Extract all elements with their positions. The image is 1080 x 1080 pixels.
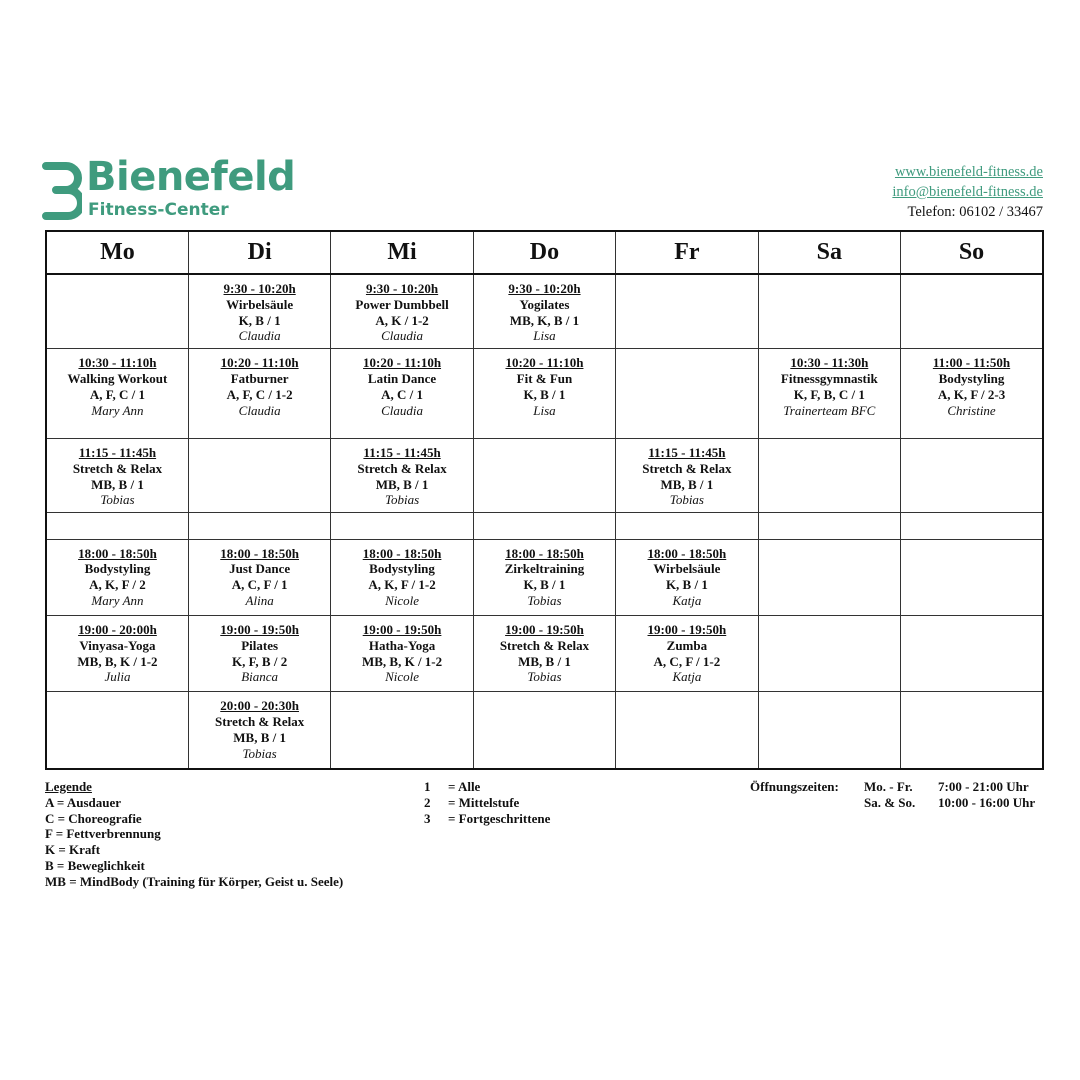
class-name: Wirbelsäule — [226, 296, 294, 312]
schedule-cell — [901, 616, 1043, 692]
class-name: Stretch & Relax — [499, 637, 590, 653]
schedule-cell — [46, 349, 188, 439]
class-trainer: Nicole — [385, 592, 420, 608]
level-number: 1 — [424, 779, 431, 794]
schedule-cell — [331, 349, 473, 439]
class-trainer: Claudia — [238, 328, 281, 344]
schedule-cell — [473, 438, 615, 512]
class-name: Bodystyling — [938, 371, 1005, 387]
schedule-cell — [46, 513, 188, 539]
brand-logo — [42, 154, 302, 224]
class-time: 10:20 - 11:10h — [363, 355, 442, 371]
schedule-cell — [188, 539, 330, 615]
schedule-cell — [46, 692, 188, 769]
day-header: Mi — [331, 231, 473, 274]
class-time: 11:15 - 11:45h — [78, 444, 157, 460]
class-time: 10:20 - 11:10h — [505, 355, 584, 371]
class-time: 18:00 - 18:50h — [78, 545, 157, 561]
schedule-cell — [473, 349, 615, 439]
class-entry — [189, 349, 330, 418]
schedule-row — [46, 692, 1043, 769]
class-time: 20:00 - 20:30h — [220, 698, 299, 714]
schedule-cell — [331, 616, 473, 692]
day-header-row — [46, 231, 1043, 274]
class-trainer: Tobias — [669, 492, 704, 508]
class-trainer: Claudia — [238, 402, 281, 418]
class-entry — [47, 439, 188, 508]
class-name: Latin Dance — [367, 371, 437, 387]
class-name: Zirkeltraining — [504, 561, 585, 577]
schedule-cell — [331, 539, 473, 615]
opening-hours-label: Öffnungszeiten: — [750, 779, 839, 794]
schedule-cell — [473, 274, 615, 349]
day-header: Fr — [616, 231, 758, 274]
class-trainer: Mary Ann — [91, 592, 144, 608]
class-code: K, F, B, C / 1 — [793, 387, 865, 403]
class-name: Yogilates — [519, 296, 570, 312]
class-name: Bodystyling — [369, 561, 435, 577]
class-name: Pilates — [241, 637, 279, 653]
class-code: MB, B, K / 1-2 — [77, 653, 158, 669]
class-entry — [331, 349, 472, 418]
class-code: MB, B, K / 1-2 — [361, 653, 443, 669]
class-entry — [189, 275, 330, 344]
level-label: = Alle — [448, 779, 481, 794]
schedule-cell — [616, 616, 758, 692]
class-trainer: Christine — [947, 402, 996, 418]
class-trainer: Tobias — [242, 745, 277, 761]
class-code: MB, B / 1 — [91, 476, 144, 492]
schedule-cell — [188, 274, 330, 349]
class-name: Stretch & Relax — [214, 714, 305, 730]
schedule-cell — [616, 274, 758, 349]
class-time: 18:00 - 18:50h — [362, 545, 442, 561]
schedule-cell — [46, 616, 188, 692]
schedule-cell — [901, 513, 1043, 539]
class-name: Fitnessgymnastik — [780, 371, 878, 387]
class-trainer: Julia — [104, 669, 131, 685]
class-entry — [47, 349, 188, 418]
schedule-cell — [188, 616, 330, 692]
class-code: K, B / 1 — [523, 387, 566, 403]
class-name: Bodystyling — [84, 561, 151, 577]
class-name: Wirbelsäule — [653, 561, 721, 577]
schedule-body — [46, 274, 1043, 769]
schedule-cell — [901, 539, 1043, 615]
class-name: Stretch & Relax — [642, 460, 732, 476]
class-entry — [331, 275, 472, 344]
schedule-row — [46, 513, 1043, 539]
day-header: Do — [473, 231, 615, 274]
class-trainer: Claudia — [381, 402, 423, 418]
class-code: MB, B / 1 — [375, 476, 429, 492]
class-name: Hatha-Yoga — [368, 637, 436, 653]
schedule-cell — [758, 349, 900, 439]
schedule-cell — [188, 513, 330, 539]
schedule-cell — [758, 692, 900, 769]
schedule-cell — [473, 692, 615, 769]
class-entry — [616, 540, 757, 609]
class-entry — [474, 616, 615, 685]
email-link[interactable]: info@bienefeld-fitness.de — [892, 184, 1043, 200]
legend-item: F = Fettverbrennung — [45, 826, 161, 842]
schedule-cell — [473, 539, 615, 615]
level-item — [424, 811, 550, 827]
class-trainer: Lisa — [533, 328, 556, 344]
schedule-cell — [758, 539, 900, 615]
class-code: A, C / 1 — [381, 387, 423, 403]
class-code: K, B / 1 — [523, 577, 566, 593]
class-time: 9:30 - 10:20h — [365, 281, 439, 296]
class-entry — [474, 540, 615, 609]
brand-name: Bienefeld — [86, 154, 296, 200]
level-number: 2 — [424, 794, 431, 810]
schedule-row — [46, 539, 1043, 615]
class-entry — [47, 540, 188, 609]
schedule-cell — [46, 438, 188, 512]
schedule-cell — [758, 274, 900, 349]
class-entry — [616, 439, 757, 508]
legend-item: B = Beweglichkeit — [45, 857, 145, 873]
class-time: 11:00 - 11:50h — [932, 355, 1011, 371]
schedule-cell — [758, 616, 900, 692]
class-trainer: Tobias — [527, 669, 562, 685]
class-time: 19:00 - 20:00h — [78, 622, 157, 638]
class-code: K, B / 1 — [665, 577, 708, 593]
schedule-cell — [616, 539, 758, 615]
class-entry — [474, 275, 615, 344]
schedule-cell — [901, 349, 1043, 439]
class-code: A, C, F / 1-2 — [653, 653, 721, 669]
opening-days: Mo. - Fr. — [864, 779, 913, 794]
class-time: 19:00 - 19:50h — [505, 622, 584, 638]
class-code: A, K, F / 1-2 — [368, 577, 436, 593]
class-entry — [189, 616, 330, 685]
contact-block — [892, 162, 1043, 222]
bienefeld-logo-icon — [42, 162, 82, 220]
schedule-cell — [188, 438, 330, 512]
day-header: Sa — [758, 231, 900, 274]
schedule-cell — [616, 513, 758, 539]
schedule-cell — [46, 274, 188, 349]
class-entry — [189, 540, 330, 609]
schedule-table — [45, 230, 1044, 770]
class-time: 11:15 - 11:45h — [648, 444, 726, 460]
schedule-cell — [331, 438, 473, 512]
level-item — [424, 795, 550, 811]
class-time: 19:00 - 19:50h — [362, 622, 442, 638]
class-name: Walking Workout — [67, 371, 168, 387]
opening-time: 10:00 - 16:00 Uhr — [938, 794, 1036, 810]
class-code: A, K, F / 2-3 — [937, 387, 1006, 403]
class-code: A, F, C / 1 — [89, 387, 146, 403]
class-trainer: Bianca — [241, 669, 279, 685]
schedule-cell — [758, 513, 900, 539]
schedule-cell — [331, 692, 473, 769]
legend-item: K = Kraft — [45, 842, 101, 858]
class-trainer: Katja — [672, 669, 702, 685]
schedule-cell — [901, 438, 1043, 512]
level-legend — [424, 779, 550, 826]
class-entry — [474, 349, 615, 418]
class-trainer: Katja — [672, 592, 702, 608]
class-time: 18:00 - 18:50h — [220, 545, 299, 561]
schedule-row — [46, 274, 1043, 349]
class-trainer: Tobias — [100, 492, 135, 508]
day-header: So — [901, 231, 1043, 274]
level-label: = Mittelstufe — [448, 794, 520, 810]
schedule-row — [46, 616, 1043, 692]
schedule-cell — [616, 349, 758, 439]
class-entry — [759, 349, 900, 418]
class-time: 11:15 - 11:45h — [363, 444, 441, 460]
schedule-cell — [473, 513, 615, 539]
opening-hours-row — [750, 795, 1035, 811]
class-trainer: Tobias — [384, 492, 420, 508]
class-trainer: Lisa — [533, 402, 556, 418]
class-time: 9:30 - 10:20h — [223, 281, 296, 296]
class-time: 10:30 - 11:10h — [78, 355, 157, 371]
level-number: 3 — [424, 810, 431, 826]
class-entry — [47, 616, 188, 685]
class-trainer: Trainerteam BFC — [783, 402, 876, 418]
legend-item: C = Choreografie — [45, 810, 142, 826]
schedule-cell — [188, 692, 330, 769]
class-code: A, K, F / 2 — [89, 577, 146, 593]
opening-hours — [750, 779, 1035, 811]
class-entry — [901, 349, 1042, 418]
class-name: Vinyasa-Yoga — [79, 637, 156, 653]
schedule-cell — [616, 438, 758, 512]
schedule-cell — [901, 274, 1043, 349]
schedule-cell — [46, 539, 188, 615]
opening-hours-row — [750, 779, 1035, 795]
opening-time: 7:00 - 21:00 Uhr — [938, 779, 1029, 794]
schedule-cell — [473, 616, 615, 692]
class-name: Stretch & Relax — [72, 460, 163, 476]
class-name: Just Dance — [229, 561, 291, 577]
schedule-cell — [758, 438, 900, 512]
class-code: MB, B / 1 — [660, 476, 714, 492]
class-code: MB, B / 1 — [518, 653, 571, 669]
class-trainer: Alina — [245, 592, 274, 608]
class-entry — [331, 540, 472, 609]
class-name: Power Dumbbell — [355, 296, 449, 312]
class-entry — [331, 439, 472, 508]
website-link[interactable]: www.bienefeld-fitness.de — [894, 164, 1043, 180]
schedule-row — [46, 349, 1043, 439]
class-trainer: Tobias — [527, 592, 562, 608]
schedule-row — [46, 438, 1043, 512]
schedule-cell — [616, 692, 758, 769]
class-trainer: Claudia — [381, 328, 423, 344]
class-name: Fatburner — [230, 371, 289, 387]
class-trainer: Mary Ann — [91, 402, 144, 418]
schedule-cell — [188, 349, 330, 439]
phone-number: Telefon: 06102 / 33467 — [907, 204, 1043, 220]
class-code: MB, B / 1 — [233, 730, 286, 746]
class-time: 10:30 - 11:30h — [790, 355, 869, 371]
schedule-cell — [901, 692, 1043, 769]
legend — [45, 779, 343, 890]
class-code: K, F, B / 2 — [232, 653, 288, 669]
class-time: 19:00 - 19:50h — [647, 622, 727, 638]
opening-days: Sa. & So. — [864, 794, 916, 810]
level-label: = Fortgeschrittene — [448, 810, 551, 826]
legend-title: Legende — [45, 779, 92, 794]
class-name: Zumba — [666, 637, 708, 653]
class-time: 10:20 - 11:10h — [220, 355, 299, 371]
schedule-cell — [331, 274, 473, 349]
class-time: 18:00 - 18:50h — [647, 545, 727, 561]
class-name: Stretch & Relax — [357, 460, 447, 476]
class-time: 9:30 - 10:20h — [508, 281, 581, 296]
legend-item: MB = MindBody (Training für Körper, Geist u. Seele) — [45, 873, 344, 889]
class-entry — [189, 692, 330, 761]
class-code: A, C, F / 1 — [231, 577, 288, 593]
class-entry — [616, 616, 757, 685]
day-header: Di — [188, 231, 330, 274]
class-trainer: Nicole — [385, 669, 420, 685]
day-header: Mo — [46, 231, 188, 274]
class-code: A, K / 1-2 — [375, 312, 429, 328]
class-time: 18:00 - 18:50h — [505, 545, 584, 561]
legend-item: A = Ausdauer — [45, 794, 122, 810]
class-code: A, F, C / 1-2 — [226, 387, 293, 403]
class-time: 19:00 - 19:50h — [220, 622, 299, 638]
class-entry — [331, 616, 472, 685]
class-code: K, B / 1 — [238, 312, 281, 328]
class-name: Fit & Fun — [516, 371, 573, 387]
schedule-cell — [331, 513, 473, 539]
level-item — [424, 779, 550, 795]
brand-subtitle: Fitness-Center — [88, 200, 229, 220]
class-code: MB, K, B / 1 — [509, 312, 580, 328]
